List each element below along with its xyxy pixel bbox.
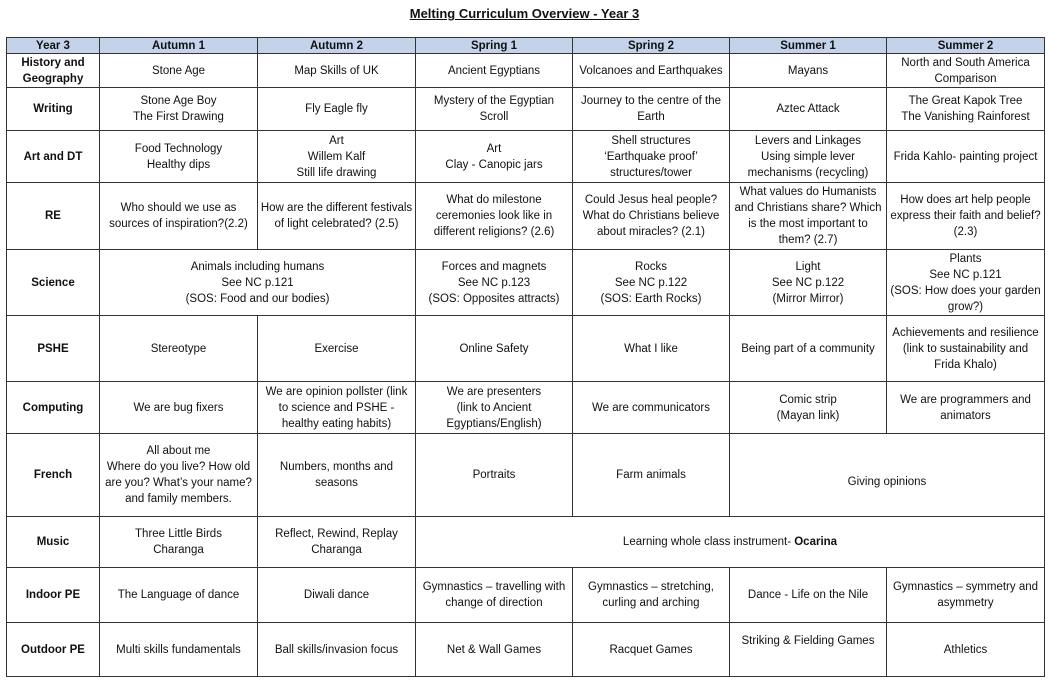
header-year: Year 3 — [7, 38, 100, 54]
cell-history-summer-1: Mayans — [730, 54, 887, 88]
cell-writing-autumn-2: Fly Eagle fly — [258, 88, 416, 131]
row-history — [7, 54, 1045, 88]
cell-french-spring-2: Farm animals — [573, 434, 730, 517]
page-title: Melting Curriculum Overview - Year 3 — [409, 6, 640, 21]
row-pshe — [7, 316, 1045, 382]
cell-pshe-spring-1: Online Safety — [416, 316, 573, 382]
cell-writing-summer-2: The Great Kapok Tree The Vanishing Rainforest — [887, 88, 1045, 131]
cell-history-spring-1: Ancient Egyptians — [416, 54, 573, 88]
cell-indoor-pe-autumn-2: Diwali dance — [258, 568, 416, 623]
cell-indoor-pe-autumn-1: The Language of dance — [100, 568, 258, 623]
cell-computing-autumn-2: We are opinion pollster (link to science and PSHE - healthy eating habits) — [258, 382, 416, 434]
cell-history-spring-2: Volcanoes and Earthquakes — [573, 54, 730, 88]
cell-pshe-autumn-2: Exercise — [258, 316, 416, 382]
cell-indoor-pe-summer-1: Dance - Life on the Nile — [730, 568, 887, 623]
header-spring-1: Spring 1 — [416, 38, 573, 54]
subject-computing: Computing — [7, 382, 100, 434]
subject-indoor-pe: Indoor PE — [7, 568, 100, 623]
cell-science-summer-1: Light See NC p.122 (Mirror Mirror) — [730, 250, 887, 316]
cell-art-autumn-2: Art Willem Kalf Still life drawing — [258, 131, 416, 183]
cell-outdoor-pe-summer-2: Athletics — [887, 623, 1045, 677]
subject-pshe: PSHE — [7, 316, 100, 382]
header-row — [7, 38, 1045, 54]
header-summer-1: Summer 1 — [730, 38, 887, 54]
header-autumn-1: Autumn 1 — [100, 38, 258, 54]
subject-outdoor-pe: Outdoor PE — [7, 623, 100, 677]
cell-writing-spring-1: Mystery of the Egyptian Scroll — [416, 88, 573, 131]
subject-french: French — [7, 434, 100, 517]
curriculum-table — [6, 37, 1045, 677]
header-spring-2: Spring 2 — [573, 38, 730, 54]
cell-science-summer-2: Plants See NC p.121 (SOS: How does your garden grow?) — [887, 250, 1045, 316]
cell-science-spring-2: Rocks See NC p.122 (SOS: Earth Rocks) — [573, 250, 730, 316]
cell-re-spring-2: Could Jesus heal people? What do Christians believe about miracles? (2.1) — [573, 183, 730, 250]
cell-pshe-summer-2: Achievements and resilience (link to sustainability and Frida Khalo) — [887, 316, 1045, 382]
cell-music-autumn-1: Three Little Birds Charanga — [100, 517, 258, 568]
cell-french-spring-1: Portraits — [416, 434, 573, 517]
cell-outdoor-pe-autumn-1: Multi skills fundamentals — [100, 623, 258, 677]
cell-outdoor-pe-autumn-2: Ball skills/invasion focus — [258, 623, 416, 677]
music-instrument-name: Ocarina — [794, 536, 838, 548]
subject-re: RE — [7, 183, 100, 250]
cell-art-summer-2: Frida Kahlo- painting project — [887, 131, 1045, 183]
cell-pshe-spring-2: What I like — [573, 316, 730, 382]
cell-history-autumn-2: Map Skills of UK — [258, 54, 416, 88]
cell-science-spring-1: Forces and magnets See NC p.123 (SOS: Opposites attracts) — [416, 250, 573, 316]
cell-re-autumn-1: Who should we use as sources of inspiration?(2.2) — [100, 183, 258, 250]
cell-music-autumn-2: Reflect, Rewind, Replay Charanga — [258, 517, 416, 568]
cell-french-summer: Giving opinions — [730, 434, 1045, 517]
cell-writing-summer-1: Aztec Attack — [730, 88, 887, 131]
cell-music-rest — [416, 517, 1045, 568]
row-writing — [7, 88, 1045, 131]
cell-re-summer-2: How does art help people express their faith and belief? (2.3) — [887, 183, 1045, 250]
cell-science-autumn: Animals including humans See NC p.121 (SOS: Food and our bodies) — [100, 250, 416, 316]
cell-re-spring-1: What do milestone ceremonies look like in different religions? (2.6) — [416, 183, 573, 250]
cell-indoor-pe-spring-1: Gymnastics – travelling with change of direction — [416, 568, 573, 623]
row-computing — [7, 382, 1045, 434]
cell-computing-autumn-1: We are bug fixers — [100, 382, 258, 434]
row-indoor-pe — [7, 568, 1045, 623]
cell-pshe-autumn-1: Stereotype — [100, 316, 258, 382]
cell-outdoor-pe-spring-1: Net & Wall Games — [416, 623, 573, 677]
cell-history-autumn-1: Stone Age — [100, 54, 258, 88]
row-music — [7, 517, 1045, 568]
row-art — [7, 131, 1045, 183]
row-science — [7, 250, 1045, 316]
header-summer-2: Summer 2 — [887, 38, 1045, 54]
cell-re-autumn-2: How are the different festivals of light celebrated? (2.5) — [258, 183, 416, 250]
row-french — [7, 434, 1045, 517]
cell-history-summer-2: North and South America Comparison — [887, 54, 1045, 88]
cell-art-spring-2: Shell structures ‘Earthquake proof’ structures/tower — [573, 131, 730, 183]
cell-art-autumn-1: Food Technology Healthy dips — [100, 131, 258, 183]
header-autumn-2: Autumn 2 — [258, 38, 416, 54]
cell-indoor-pe-spring-2: Gymnastics – stretching, curling and arching — [573, 568, 730, 623]
cell-writing-spring-2: Journey to the centre of the Earth — [573, 88, 730, 131]
subject-music: Music — [7, 517, 100, 568]
cell-indoor-pe-summer-2: Gymnastics – symmetry and asymmetry — [887, 568, 1045, 623]
cell-re-summer-1: What values do Humanists and Christians share? Which is the most important to them? (2.7) — [730, 183, 887, 250]
cell-outdoor-pe-spring-2: Racquet Games — [573, 623, 730, 677]
music-instrument-text: Learning whole class instrument- — [622, 536, 795, 548]
cell-writing-autumn-1: Stone Age Boy The First Drawing — [100, 88, 258, 131]
cell-french-autumn-2: Numbers, months and seasons — [258, 434, 416, 517]
cell-french-autumn-1: All about me Where do you live? How old are you? What’s your name? and family members. — [100, 434, 258, 517]
cell-outdoor-pe-summer-1: Striking & Fielding Games — [730, 623, 887, 677]
row-re — [7, 183, 1045, 250]
row-outdoor-pe — [7, 623, 1045, 677]
subject-science: Science — [7, 250, 100, 316]
cell-computing-spring-2: We are communicators — [573, 382, 730, 434]
subject-writing: Writing — [7, 88, 100, 131]
cell-art-summer-1: Levers and Linkages Using simple lever mechanisms (recycling) — [730, 131, 887, 183]
cell-art-spring-1: Art Clay - Canopic jars — [416, 131, 573, 183]
cell-computing-summer-2: We are programmers and animators — [887, 382, 1045, 434]
subject-art: Art and DT — [7, 131, 100, 183]
subject-history: History and Geography — [7, 54, 100, 88]
cell-computing-spring-1: We are presenters (link to Ancient Egyptians/English) — [416, 382, 573, 434]
cell-pshe-summer-1: Being part of a community — [730, 316, 887, 382]
cell-computing-summer-1: Comic strip (Mayan link) — [730, 382, 887, 434]
